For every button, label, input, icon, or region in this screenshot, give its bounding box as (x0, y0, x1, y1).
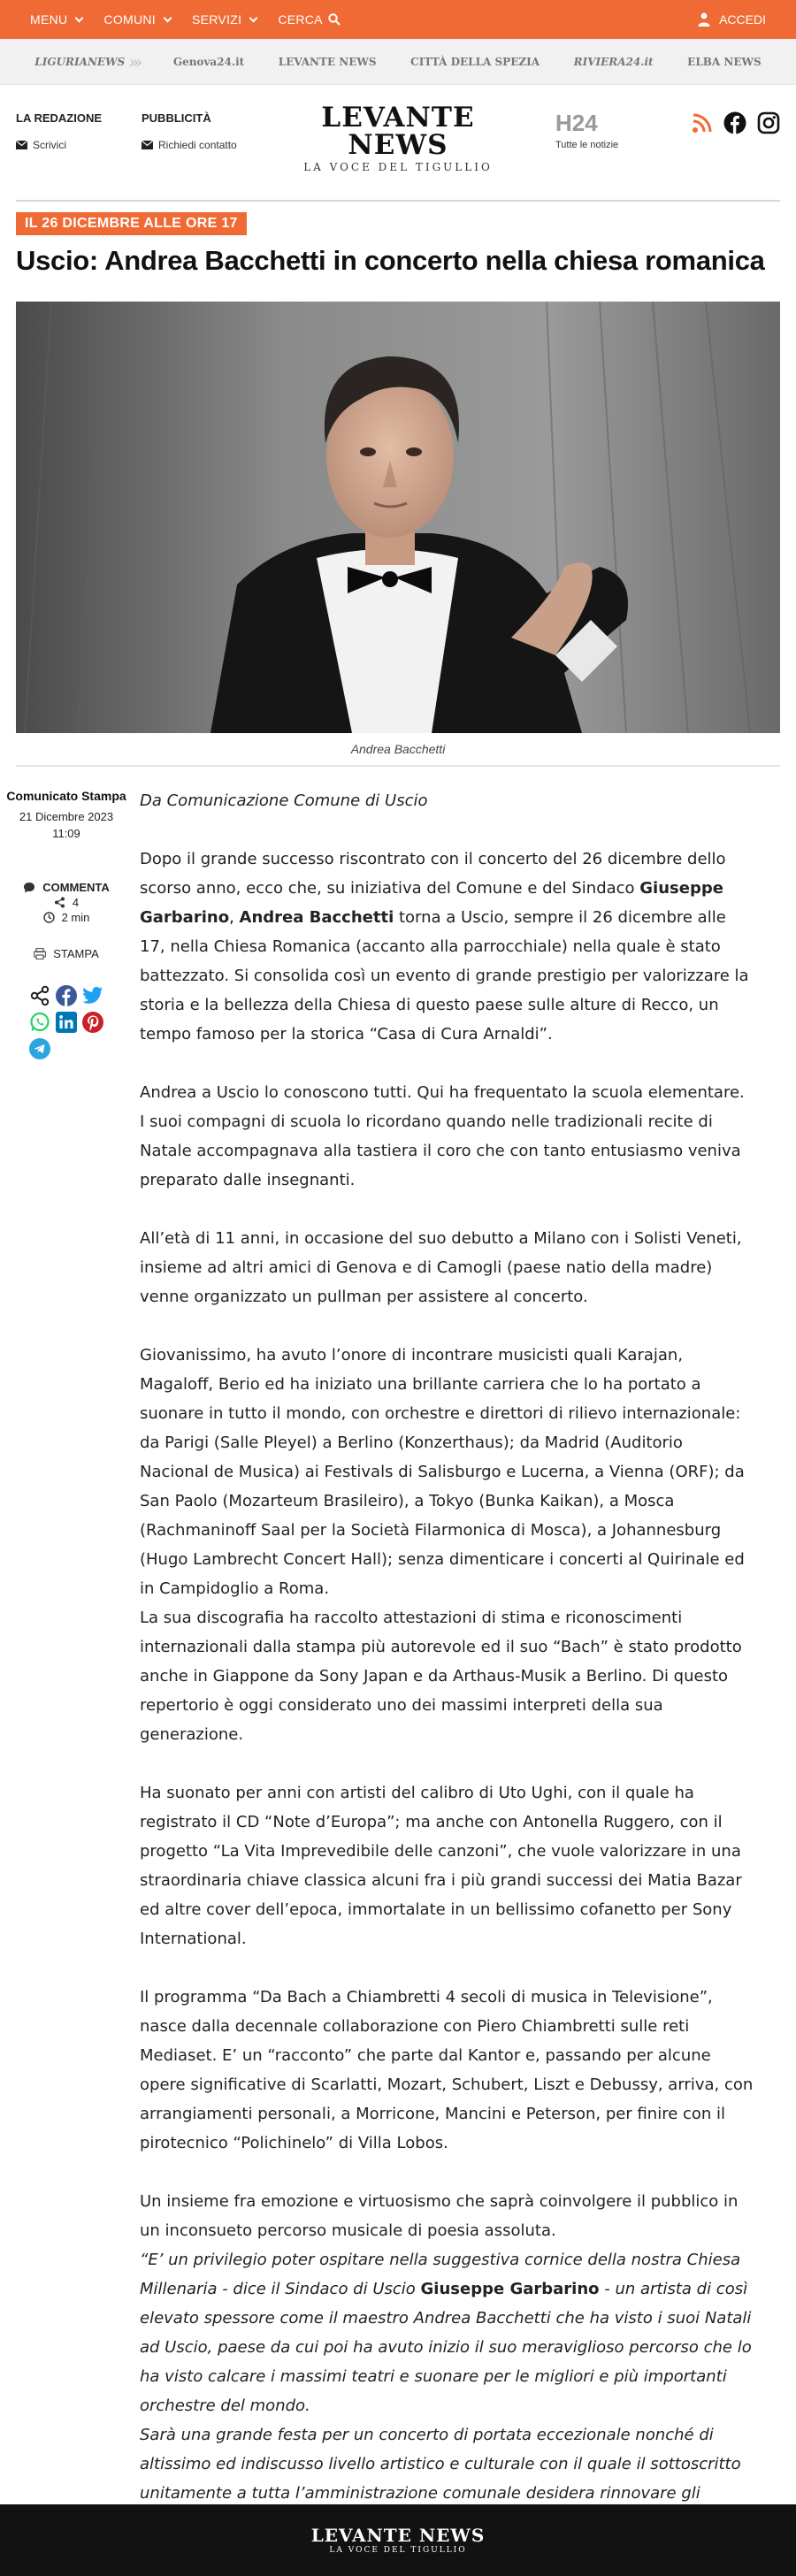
search-icon (328, 13, 341, 26)
header-divider (16, 200, 780, 202)
print-icon (34, 948, 46, 959)
share-pinterest[interactable] (82, 1012, 103, 1033)
site-logo[interactable] (274, 104, 522, 173)
logo-tagline: LA VOCE DEL TIGULLIO (303, 161, 493, 173)
article-date: 21 Dicembre 2023 (19, 810, 114, 824)
footer-logo-tagline: LA VOCE DEL TIGULLIO (329, 2545, 467, 2555)
comment-link[interactable] (0, 881, 133, 894)
footer-logo[interactable] (311, 2526, 486, 2555)
telegram-icon (29, 1038, 50, 1059)
paragraph-5: La sua discografia ha raccolto attestazioni di stima e riconoscimenti internazionali dalla stampa più autorevole ed il suo “Bach” è stato prodotto anche in Giappone da Sony Japan e da Arthaus-Musik a Berlino. Di questo repertorio è oggi considerato uno dei massimi interpreti della sua generazione. (140, 1609, 742, 1745)
paragraph-4: Giovanissimo, ha avuto l’onore di incontrare musicisti quali Karajan, Magaloff, Berio ed ha iniziato una brillante carriera che lo ha portato a suonare in tutto il mondo, con orchestre e direttori di rilievo internazionale: da Parigi (Salle Pleyel) a Berlino (Konzerthaus); da Madrid (Auditorio Nacional de Musica) ai Festivals di Salisburgo e Lucerna, a Vienna (ORF); da San Paolo (Mozarteum Brasileiro), a Tokyo (Bunka Kaikan), a Mosca (Rachmaninoff Saal per la Società Filarmonica di Mosca), a Johannesburg (Hugo Lambrecht Concert Hall); senza dimenticare i concerti al Quirinale ed in Campidoglio a Roma. (140, 1346, 745, 1599)
share-facebook[interactable] (56, 985, 77, 1006)
print-button[interactable] (0, 947, 133, 960)
paragraph-3: All’età di 11 anni, in occasione del suo debutto a Milano con i Solisti Veneti, insieme ad altri amici di Genova e di Camogli (paese natio della madre) venne organizzato un pullman per assistere al concerto. (140, 1229, 742, 1307)
article-meta-sidebar (0, 786, 133, 2566)
share-count (0, 896, 133, 909)
share-icon (54, 897, 65, 908)
arrows-decoration: ››› (128, 50, 140, 73)
scrivici-link[interactable] (16, 139, 102, 151)
masthead (0, 85, 796, 200)
twitter-icon (82, 986, 103, 1005)
h24-link[interactable] (555, 111, 618, 150)
article-title: Uscio: Andrea Bacchetti in concerto nella chiesa romanica (16, 245, 765, 276)
pianist-photo (16, 302, 780, 733)
site-footer (0, 2504, 796, 2576)
person-link-garbarino: Giuseppe Garbarino (420, 2280, 600, 2299)
share-buttons (31, 985, 102, 1059)
partner-logo-genova24[interactable] (173, 56, 244, 68)
footer-logo-title: LEVANTE NEWS (310, 2524, 486, 2546)
comment-icon (23, 882, 35, 893)
paragraph-text: , (229, 908, 240, 928)
comment-label: COMMENTA (42, 880, 110, 894)
quote-text: “E’ un privilegio poter ospitare nella suggestiva cornice della nostra Chiesa Millenaria - dice il Sindaco di Uscio (140, 2251, 741, 2299)
article-attribution: Da Comunicazione Comune di Uscio (140, 791, 428, 811)
paragraph-1 (140, 845, 754, 1049)
read-time (0, 911, 133, 924)
nav-menu-label: MENU (30, 12, 68, 27)
h24-logo: H24 (555, 110, 598, 136)
linkedin-icon (56, 1012, 77, 1033)
login-label: ACCEDI (719, 12, 766, 27)
paragraph-text: torna a Uscio, sempre il 26 dicembre alle 17, nella Chiesa Romanica (accanto alla parrocchiale) nella quale è stato battezzato. Si consolida così un evento di grande prestigio per valorizzare la storia e la bellezza della Chiesa di questo paese sulle alture di Recco, un tempo famoso per la storica “Casa di Cura Arnaldi”. (140, 908, 749, 1044)
share-toggle[interactable] (29, 985, 50, 1006)
clock-icon (43, 912, 55, 923)
share-icon (29, 985, 50, 1006)
envelope-icon (16, 141, 27, 149)
nav-servizi[interactable] (192, 12, 256, 27)
partner-name: ELBA NEWS (687, 55, 762, 68)
nav-comuni-label: COMUNI (103, 12, 156, 27)
partner-name: CITTÀ DELLA SPEZIA (410, 55, 540, 68)
richiedi-contatto-link[interactable] (142, 139, 237, 151)
print-label: STAMPA (53, 946, 99, 960)
article-author: Comunicato Stampa (6, 789, 126, 804)
article-time: 11:09 (52, 826, 80, 840)
login-link[interactable] (698, 12, 766, 27)
article-kicker-badge: IL 26 DICEMBRE ALLE ORE 17 (16, 212, 247, 235)
person-name-bacchetti: Andrea Bacchetti (239, 908, 394, 928)
partner-name: LIGURIANEWS (34, 55, 126, 68)
share-whatsapp[interactable] (29, 1012, 50, 1033)
share-count-value: 4 (72, 895, 80, 909)
partner-logo-levante-news[interactable] (279, 56, 377, 68)
paragraph-7: Il programma “Da Bach a Chiambretti 4 secoli di musica in Televisione”, nasce dalla decennale collaborazione con Piero Chiambretti sulle reti Mediaset. E’ un “racconto” che parte dal Kantor e, passando per alcune opere significative di Scarlatti, Mozart, Schubert, Liszt e Debussy, arriva, con arrangiamenti personali, a Morricone, Mancini e Peterson, per finire con il pirotecnico “Polichinelo” di Villa Lobos. (140, 1988, 754, 2153)
partner-sites-strip (0, 39, 796, 85)
share-twitter[interactable] (82, 985, 103, 1006)
article-datetime (0, 809, 133, 841)
instagram-icon[interactable] (757, 111, 780, 134)
facebook-icon (56, 985, 77, 1006)
article-body (133, 786, 769, 2566)
chevron-down-icon (75, 13, 84, 22)
partner-logo-liguria-news[interactable] (34, 51, 139, 73)
paragraph-6: Ha suonato per anni con artisti del calibro di Uto Ughi, con il quale ha registrato il CD “Note d’Europa”; ma anche con Antonella Ruggero, con il progetto “La Vita Imprevedibile delle canzoni”, che vuole valorizzare in una straordinaria chiave classica alcuni fra i più grandi successi dei Matia Bazar ed altre cover dell’epoca, immortalate in un bellissimo cofanetto per Sony International. (140, 1784, 742, 1949)
h24-label: Tutte le notizie (555, 140, 619, 150)
pinterest-icon (82, 1012, 103, 1033)
quote-text: - un artista di così elevato spessore come il maestro Andrea Bacchetti che ha visto i suoi Natali ad Uscio, paese da cui poi ha avuto inizio il suo meraviglioso percorso che lo ha visto calcare i massimi teatri e suonare per le migliori e più importanti orchestre del mondo. (140, 2280, 752, 2416)
partner-name: LEVANTE NEWS (278, 55, 377, 68)
quote-1 (140, 2245, 754, 2420)
partner-logo-elba-news[interactable] (687, 56, 761, 68)
partner-name: Genova24.it (172, 55, 245, 68)
social-links (692, 111, 780, 134)
nav-cerca-label: CERCA (278, 12, 323, 27)
pubblicita-block (142, 111, 237, 151)
facebook-icon[interactable] (723, 111, 746, 134)
redazione-heading: LA REDAZIONE (16, 111, 103, 125)
quote-2: Sarà una grande festa per un concerto di portata eccezionale nonché di altissimo ed indiscusso livello artistico e culturale con il quale il sottoscritto unitamente a tutta l’amministrazione comunale desidera rinnovare gli (140, 2426, 741, 2503)
partner-logo-riviera24[interactable] (574, 56, 654, 68)
whatsapp-icon (29, 1012, 50, 1033)
partner-name: RIVIERA24.it (573, 55, 654, 68)
logo-title: LEVANTE NEWS (321, 102, 475, 161)
redazione-block (16, 111, 102, 151)
nav-comuni[interactable] (103, 12, 171, 27)
paragraph-text: Dopo il grande successo riscontrato con il concerto del 26 dicembre dello scorso anno, ecco che, su iniziativa del Comune e del Sindaco (140, 850, 726, 898)
person-link-garbarino: Giuseppe Garbarino (140, 879, 723, 928)
image-caption: Andrea Bacchetti (16, 742, 780, 767)
main-nav (30, 12, 341, 27)
chevron-down-icon (164, 13, 172, 22)
read-time-value: 2 min (61, 910, 90, 924)
article-hero-image (16, 302, 780, 733)
nav-servizi-label: SERVIZI (192, 12, 242, 27)
pubblicita-heading: PUBBLICITÀ (142, 111, 211, 125)
paragraph-2: Andrea a Uscio lo conoscono tutti. Qui ha frequentato la scuola elementare. I suoi compagni di scuola lo ricordano quando nelle tradizionali recite di Natale accompagnava alla tastiera il coro che con tanto entusiasmo veniva preparato dalle insegnanti. (140, 1083, 745, 1190)
envelope-icon (142, 141, 153, 149)
paragraph-8: Un insieme fra emozione e virtuosismo che saprà coinvolgere il pubblico in un inconsueto percorso musicale di poesia assoluta. (140, 2192, 739, 2241)
richiedi-contatto-label: Richiedi contatto (158, 139, 237, 151)
share-linkedin[interactable] (56, 1012, 77, 1033)
share-telegram[interactable] (29, 1038, 50, 1059)
chevron-down-icon (249, 13, 258, 22)
top-bar (0, 0, 796, 39)
user-icon (698, 12, 710, 27)
rss-icon[interactable] (692, 112, 713, 134)
partner-logo-citta-della-spezia[interactable] (410, 56, 540, 68)
nav-menu[interactable] (30, 12, 82, 27)
article-content (0, 786, 796, 2566)
scrivici-label: Scrivici (33, 139, 66, 151)
nav-cerca[interactable] (278, 12, 341, 27)
